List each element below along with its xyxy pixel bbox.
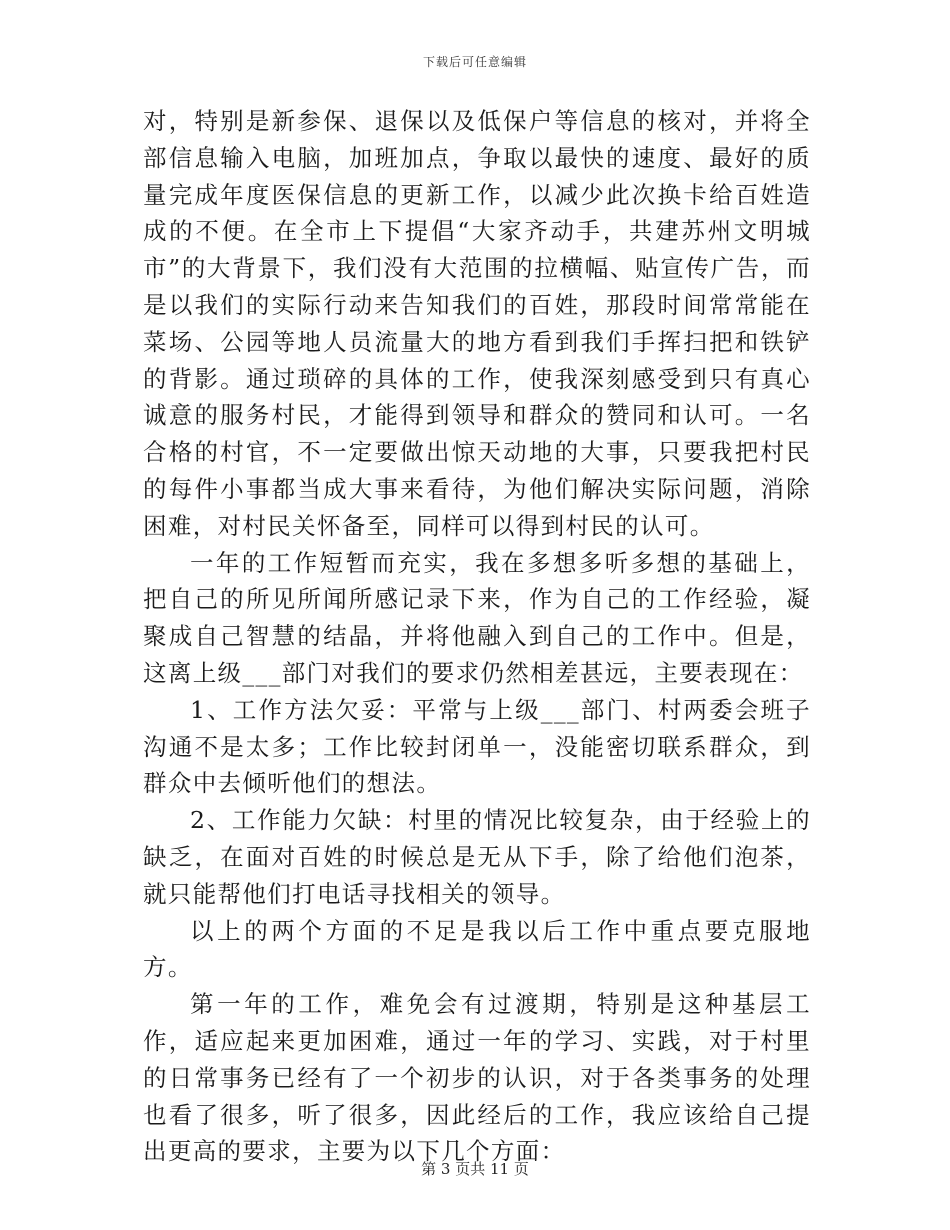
paragraph-summary: 一年的工作短暂而充实，我在多想多听多想的基础上，把自己的所见所闻所感记录下来，作为自己的工作经验，凝聚成自己智慧的结晶，并将他融入到自己的工作中。但是，这离上级___部门对我们的要求仍然相差甚远，主要表现在： xyxy=(143,548,811,687)
paragraph-outlook: 第一年的工作，难免会有过渡期，特别是这种基层工作，适应起来更加困难，通过一年的学习、实践，对于村里的日常事务已经有了一个初步的认识，对于各类事务的处理也看了很多，听了很多，因此经后的工作，我应该给自己提出更高的要求，主要为以下几个方面： xyxy=(143,990,811,1166)
paragraph-conclusion: 以上的两个方面的不足是我以后工作中重点要克服地方。 xyxy=(143,916,811,982)
page-header: 下载后可任意编辑 xyxy=(422,55,527,69)
paragraph-continued: 对，特别是新参保、退保以及低保户等信息的核对，并将全部信息输入电脑，加班加点，争取以最快的速度、最好的质量完成年度医保信息的更新工作，以减少此次换卡给百姓造成的不便。在全市上下提倡“大家齐动手，共建苏州文明城市”的大背景下，我们没有大范围的拉横幅、贴宣传广告，而是以我们的实际行动来告知我们的百姓，那段时间常常能在菜场、公园等地人员流量大的地方看到我们手挥扫把和铁铲的背影。通过琐碎的具体的工作，使我深刻感受到只有真心诚意的服务村民，才能得到领导和群众的赞同和认可。一名合格的村官，不一定要做出惊天动地的大事，只要我把村民的每件小事都当成大事来看待，为他们解决实际问题，消除困难，对村民关怀备至，同样可以得到村民的认可。 xyxy=(143,107,811,540)
paragraph-shortcoming-1: 1、工作方法欠妥：平常与上级___部门、村两委会班子沟通不是太多；工作比较封闭单一，没能密切联系群众，到群众中去倾听他们的想法。 xyxy=(143,695,811,798)
paragraph-shortcoming-2: 2、工作能力欠缺：村里的情况比较复杂，由于经验上的缺乏，在面对百姓的时候总是无从下手，除了给他们泡茶，就只能帮他们打电话寻找相关的领导。 xyxy=(143,806,811,908)
page-number: 第 3 页共 11 页 xyxy=(421,1160,529,1178)
document-body xyxy=(143,103,811,1170)
